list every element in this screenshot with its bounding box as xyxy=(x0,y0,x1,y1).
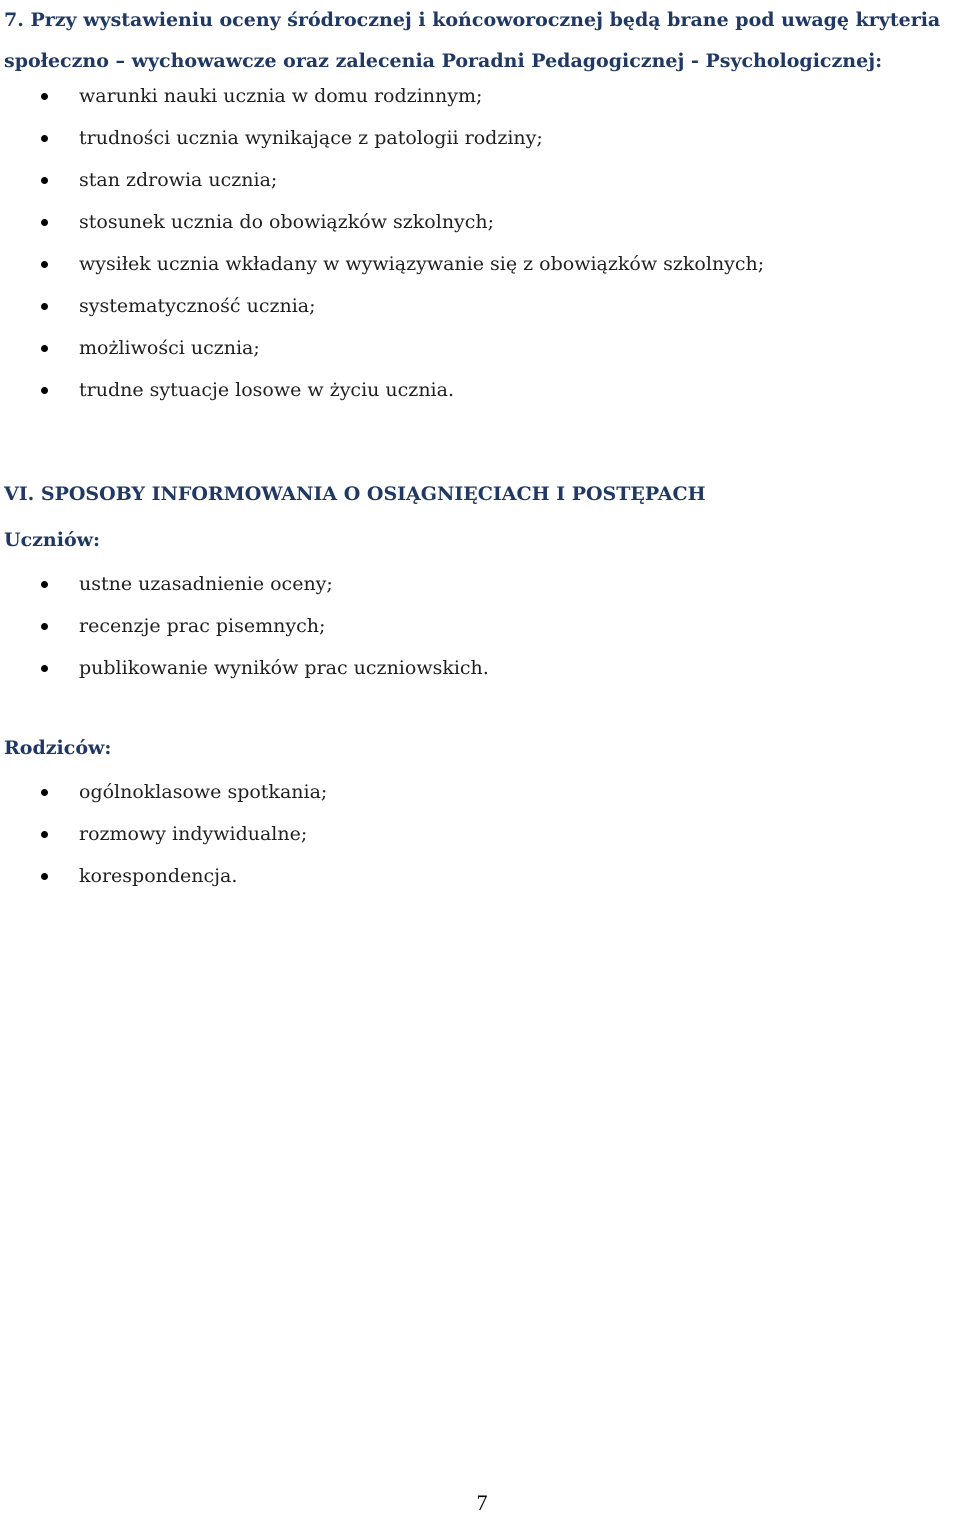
students-list xyxy=(0,563,940,689)
bullet-icon xyxy=(41,665,48,672)
list-item-text: możliwości ucznia; xyxy=(79,337,260,359)
list-item xyxy=(0,647,940,689)
list-item-text: stan zdrowia ucznia; xyxy=(79,169,278,191)
section-7-title-line-2: społeczno – wychowawcze oraz zalecenia Poradni Pedagogicznej - Psychologicznej: xyxy=(4,50,883,72)
criteria-list xyxy=(0,75,940,411)
bullet-icon xyxy=(41,873,48,880)
bullet-icon xyxy=(41,345,48,352)
list-item-text: wysiłek ucznia wkładany w wywiązywanie się z obowiązków szkolnych; xyxy=(79,253,765,275)
list-item-text: ustne uzasadnienie oceny; xyxy=(79,573,333,595)
section-7-title-line-1: 7. Przy wystawieniu oceny śródrocznej i końcoworocznej będą brane pod uwagę kryteria xyxy=(4,9,941,31)
bullet-icon xyxy=(41,581,48,588)
list-item xyxy=(0,327,940,369)
page-number: 7 xyxy=(476,1490,488,1515)
list-item xyxy=(0,771,940,813)
list-item-text: stosunek ucznia do obowiązków szkolnych; xyxy=(79,211,495,233)
list-item-text: systematyczność ucznia; xyxy=(79,295,316,317)
list-item xyxy=(0,605,940,647)
parents-label: Rodziców: xyxy=(4,737,112,759)
section-vi-heading: VI. SPOSOBY INFORMOWANIA O OSIĄGNIĘCIACH I POSTĘPACH xyxy=(4,483,706,505)
bullet-icon xyxy=(41,789,48,796)
list-item xyxy=(0,285,940,327)
bullet-icon xyxy=(41,177,48,184)
bullet-icon xyxy=(41,261,48,268)
list-item-text: ogólnoklasowe spotkania; xyxy=(79,781,328,803)
list-item-text: publikowanie wyników prac uczniowskich. xyxy=(79,657,489,679)
list-item-text: trudności ucznia wynikające z patologii rodziny; xyxy=(79,127,543,149)
list-item xyxy=(0,855,940,897)
bullet-icon xyxy=(41,303,48,310)
bullet-icon xyxy=(41,831,48,838)
bullet-icon xyxy=(41,623,48,630)
list-item xyxy=(0,117,940,159)
list-item xyxy=(0,243,940,285)
list-item xyxy=(0,813,940,855)
list-item xyxy=(0,201,940,243)
list-item-text: korespondencja. xyxy=(79,865,238,887)
list-item-text: recenzje prac pisemnych; xyxy=(79,615,326,637)
bullet-icon xyxy=(41,387,48,394)
list-item xyxy=(0,563,940,605)
list-item xyxy=(0,369,940,411)
list-item xyxy=(0,75,940,117)
bullet-icon xyxy=(41,93,48,100)
bullet-icon xyxy=(41,135,48,142)
parents-list xyxy=(0,771,940,897)
list-item xyxy=(0,159,940,201)
list-item-text: warunki nauki ucznia w domu rodzinnym; xyxy=(79,85,483,107)
students-label: Uczniów: xyxy=(4,529,101,551)
list-item-text: rozmowy indywidualne; xyxy=(79,823,308,845)
bullet-icon xyxy=(41,219,48,226)
section-7-title xyxy=(4,0,956,82)
list-item-text: trudne sytuacje losowe w życiu ucznia. xyxy=(79,379,454,401)
